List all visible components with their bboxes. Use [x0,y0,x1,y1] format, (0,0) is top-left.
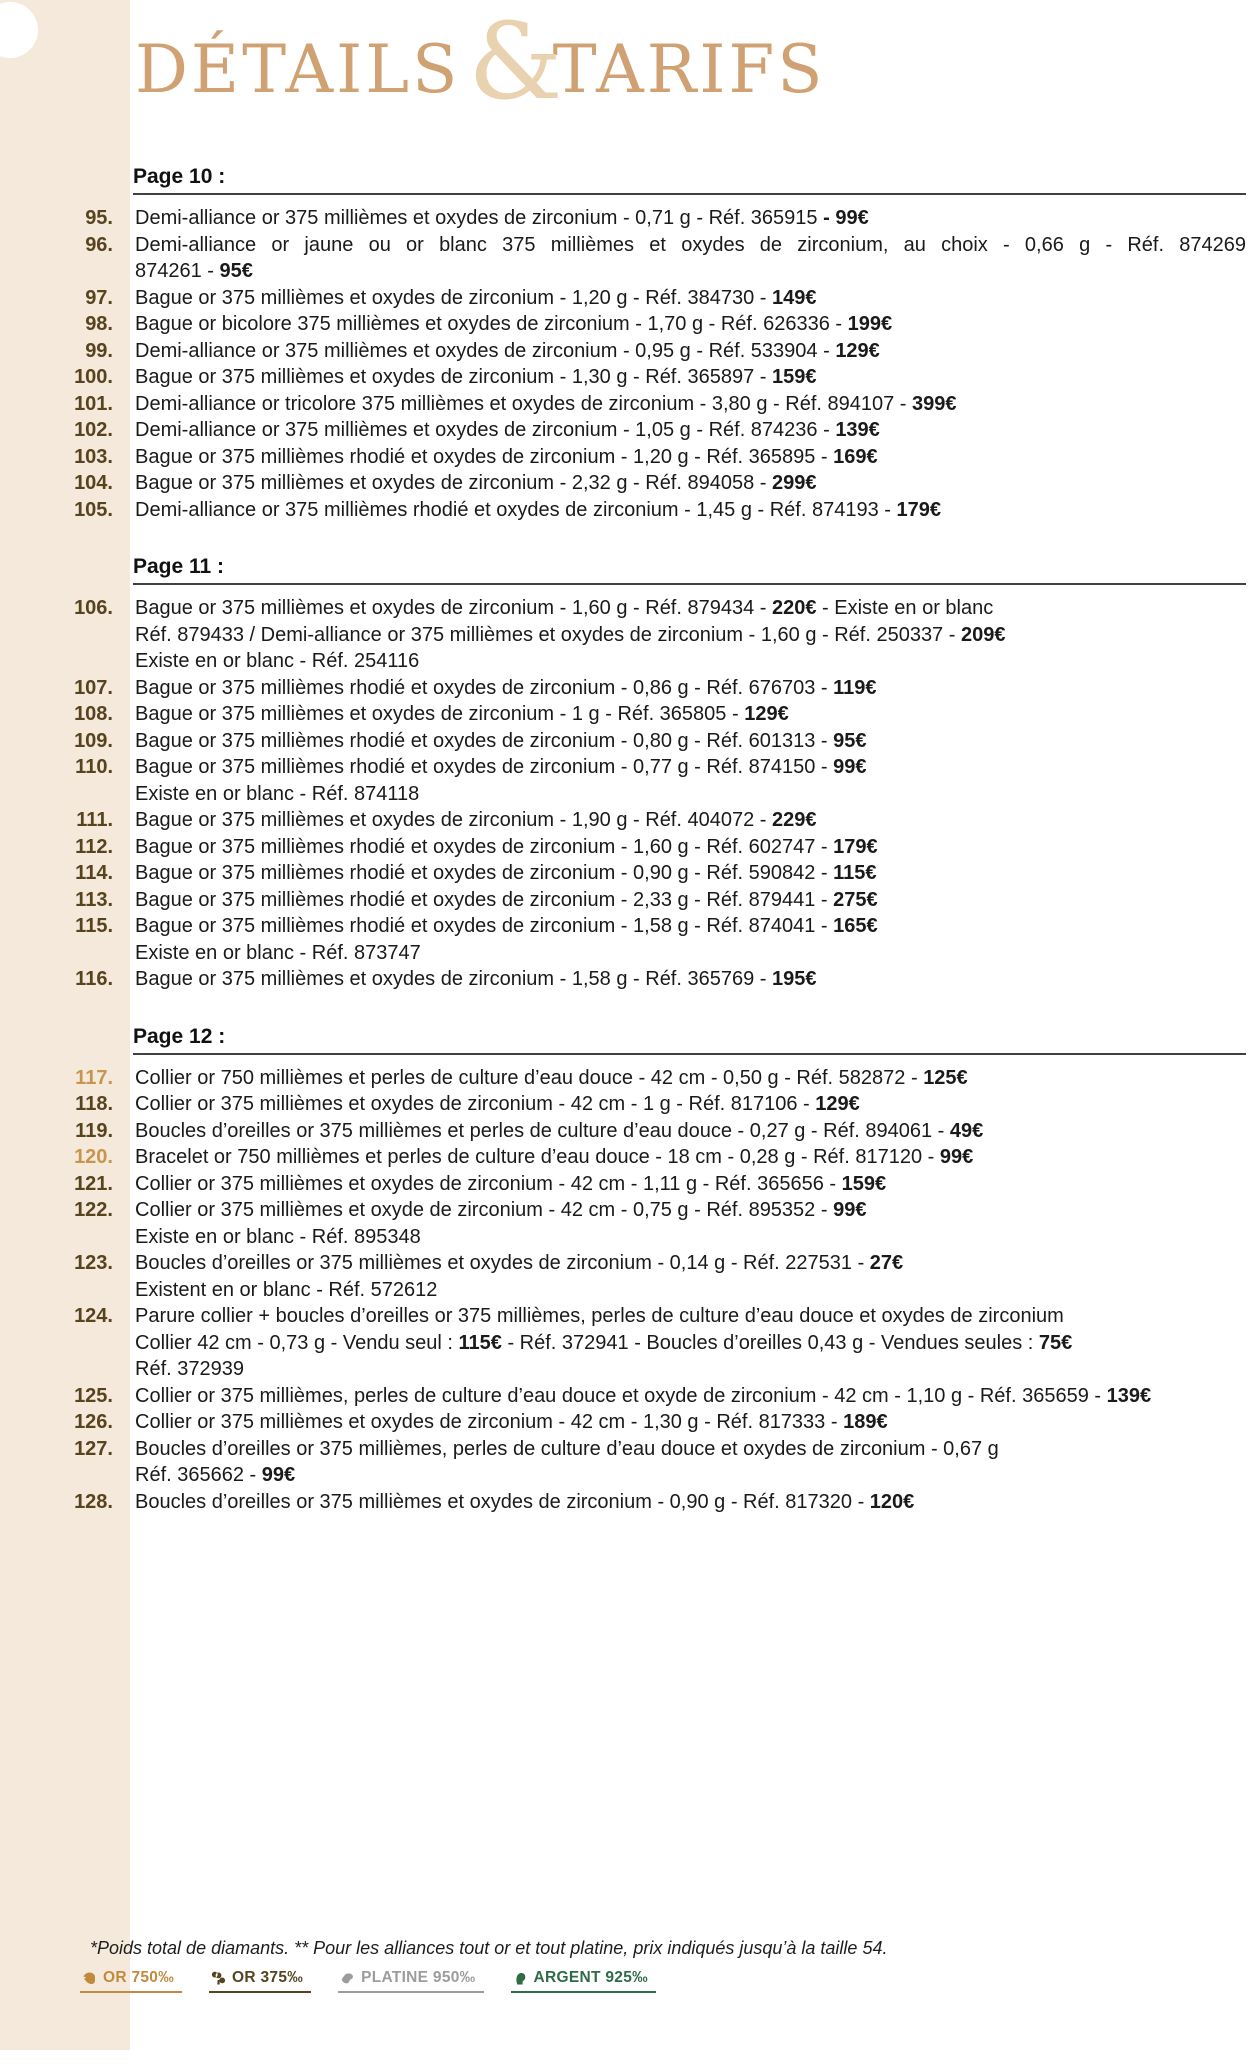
item-text [135,417,1250,444]
page-section [0,1024,1250,1516]
list-item [0,364,1250,391]
item-text-line: Bague or 375 millièmes et oxydes de zirconium - 1,30 g - Réf. 365897 - 159€ [135,366,817,388]
item-text-line: Demi-alliance or jaune ou or blanc 375 millièmes et oxydes de zirconium, au choix - 0,66 g - Réf. 874269 [135,233,1246,256]
title-part-2: TARIFS [552,31,826,108]
item-text-line: Bague or 375 millièmes et oxydes de zirconium - 1 g - Réf. 365805 - 129€ [135,703,789,725]
item-number: 108. [74,703,113,725]
list-item [0,232,1250,285]
item-number: 116. [75,968,113,990]
item-number: 96. [85,233,113,256]
item-text-line: Réf. 365662 - 99€ [135,1464,296,1486]
item-number: 126. [74,1411,113,1433]
item-text-line: Parure collier + boucles d’oreilles or 375 millièmes, perles de culture d’eau douce et oxydes de zirconium [135,1305,1064,1327]
clover-hallmark-icon [211,1971,226,1986]
item-number: 97. [85,286,113,309]
item-text-line: Bague or 375 millièmes rhodié et oxydes de zirconium - 0,80 g - Réf. 601313 - 95€ [135,729,867,752]
item-text-line: Existe en or blanc - Réf. 895348 [135,1225,421,1248]
dog-head-hallmark-icon [340,1971,355,1986]
item-number: 104. [74,472,113,494]
item-number: 105. [74,498,113,521]
legend-label: OR 375‰ [232,1969,304,1986]
item-text [135,232,1250,285]
item-text-line: Existe en or blanc - Réf. 874118 [135,782,420,805]
item-text-line: Collier or 375 millièmes et oxydes de zirconium - 42 cm - 1,11 g - Réf. 365656 - 159€ [135,1172,887,1195]
list-item [0,205,1250,232]
legend-label: PLATINE 950‰ [361,1969,476,1986]
item-text-line: Bague or 375 millièmes et oxydes de zirconium - 1,20 g - Réf. 384730 - 149€ [135,286,817,309]
list-item [0,1250,1250,1303]
item-text [135,364,1250,391]
item-text-line: Existe en or blanc - Réf. 254116 [135,650,420,672]
item-text-line: Bague or 375 millièmes et oxydes de zirconium - 1,60 g - Réf. 879434 - 220€ - Existe en or blanc [135,597,994,619]
legend-badge [338,1969,483,1993]
item-number: 122. [74,1199,113,1221]
item-text [135,1409,1250,1436]
item-text [135,470,1250,497]
item-text [135,1303,1250,1383]
item-text-line: Réf. 372939 [135,1358,244,1380]
item-text-line: Collier or 750 millièmes et perles de culture d’eau douce - 42 cm - 0,50 g - Réf. 582872 - 125€ [135,1066,968,1089]
list-item [0,497,1250,524]
item-number: 99. [85,339,113,362]
item-text-line: Demi-alliance or 375 millièmes et oxydes de zirconium - 0,71 g - Réf. 365915 - 99€ [135,207,869,229]
item-number: 100. [74,366,113,388]
item-text [135,675,1250,702]
eagle-head-hallmark-icon [82,1971,97,1986]
list-item [0,285,1250,312]
item-text-line: Bague or 375 millièmes et oxydes de zirconium - 2,32 g - Réf. 894058 - 299€ [135,472,817,494]
item-text-line: Collier or 375 millièmes et oxydes de zirconium - 42 cm - 1,30 g - Réf. 817333 - 189€ [135,1411,888,1433]
list-item [0,391,1250,418]
item-text [135,754,1250,807]
list-item [0,444,1250,471]
item-text-line: Bague or 375 millièmes rhodié et oxydes de zirconium - 2,33 g - Réf. 879441 - 275€ [135,888,878,911]
ampersand: & [468,0,563,123]
item-number: 95. [85,207,113,229]
legend-label: OR 750‰ [103,1969,175,1986]
item-text-line: Boucles d’oreilles or 375 millièmes, perles de culture d’eau douce et oxydes de zirconium - 0,67 g [135,1437,999,1460]
item-text [135,913,1250,966]
item-number: 123. [74,1252,113,1274]
item-text-line: Bague or 375 millièmes et oxydes de zirconium - 1,90 g - Réf. 404072 - 229€ [135,809,817,831]
item-text [135,1197,1250,1250]
list-item [0,728,1250,755]
list-item [0,675,1250,702]
item-text-line: Bague or 375 millièmes rhodié et oxydes de zirconium - 1,20 g - Réf. 365895 - 169€ [135,445,878,468]
item-number: 120. [74,1146,113,1168]
page-section [0,164,1250,523]
legend-badge [80,1969,182,1993]
item-number: 107. [74,676,113,699]
list-item [0,595,1250,675]
list-item [0,1383,1250,1410]
item-text [135,391,1250,418]
item-number: 119. [75,1119,113,1142]
item-text-line: Bague or bicolore 375 millièmes et oxydes de zirconium - 1,70 g - Réf. 626336 - 199€ [135,313,893,335]
item-text [135,728,1250,755]
item-text [135,1436,1250,1489]
item-number: 103. [74,445,113,468]
item-number: 124. [74,1305,113,1327]
item-text-line: Boucles d’oreilles or 375 millièmes et oxydes de zirconium - 0,90 g - Réf. 817320 - 120€ [135,1490,915,1513]
item-text-line: Existent en or blanc - Réf. 572612 [135,1278,438,1301]
legend-badge [511,1969,656,1993]
section-header: Page 11 : [133,554,1246,585]
list-item [0,1144,1250,1171]
item-text-line: Collier or 375 millièmes et oxyde de zirconium - 42 cm - 0,75 g - Réf. 895352 - 99€ [135,1199,867,1221]
item-text [135,1383,1250,1410]
list-item [0,834,1250,861]
item-number: 113. [75,888,113,911]
list-item [0,338,1250,365]
item-number: 118. [75,1093,113,1115]
item-number: 109. [74,729,113,752]
item-number: 112. [75,835,113,858]
item-number: 125. [74,1384,113,1407]
item-number: 128. [74,1490,113,1513]
section-header: Page 12 : [133,1024,1246,1055]
item-number: 101. [74,392,113,415]
item-text [135,497,1250,524]
list-item [0,807,1250,834]
list-item [0,1197,1250,1250]
item-text-line: Bague or 375 millièmes rhodié et oxydes de zirconium - 1,60 g - Réf. 602747 - 179€ [135,835,878,858]
list-item [0,1409,1250,1436]
page-footer [0,1936,1250,1993]
item-text-line: Demi-alliance or 375 millièmes rhodié et oxydes de zirconium - 1,45 g - Réf. 874193 - 179€ [135,498,941,521]
item-number: 121. [74,1172,113,1195]
list-item [0,1091,1250,1118]
list-item [0,1436,1250,1489]
item-text [135,338,1250,365]
section-rows [0,1065,1250,1516]
list-item [0,913,1250,966]
minerva-head-hallmark-icon [513,1971,528,1986]
list-item [0,1118,1250,1145]
list-item [0,754,1250,807]
item-number: 115. [75,915,113,937]
list-item [0,1303,1250,1383]
item-number: 114. [75,862,113,884]
list-item [0,417,1250,444]
item-number: 117. [75,1066,113,1089]
item-number: 106. [74,597,113,619]
item-number: 127. [74,1437,113,1460]
list-item [0,860,1250,887]
legend-label: ARGENT 925‰ [533,1969,648,1986]
title-part-1: DÉTAILS [135,31,461,108]
item-text [135,1065,1250,1092]
item-text [135,595,1250,675]
item-text-line: 874261 - 95€ [135,260,253,282]
item-text-line: Réf. 879433 / Demi-alliance or 375 millièmes et oxydes de zirconium - 1,60 g - Réf. 250337 - 209€ [135,623,1006,646]
list-item [0,887,1250,914]
item-text [135,807,1250,834]
item-text-line: Demi-alliance or 375 millièmes et oxydes de zirconium - 0,95 g - Réf. 533904 - 129€ [135,339,880,362]
list-item [0,1171,1250,1198]
item-text [135,887,1250,914]
item-text-line: Bracelet or 750 millièmes et perles de culture d’eau douce - 18 cm - 0,28 g - Réf. 817120 - 99€ [135,1146,974,1168]
page-section [0,554,1250,993]
item-text-line: Collier or 375 millièmes et oxydes de zirconium - 42 cm - 1 g - Réf. 817106 - 129€ [135,1093,860,1115]
list-item [0,311,1250,338]
item-text-line: Bague or 375 millièmes rhodié et oxydes de zirconium - 0,90 g - Réf. 590842 - 115€ [135,862,877,884]
item-text [135,1118,1250,1145]
legend-badge [209,1969,311,1993]
item-text [135,205,1250,232]
item-number: 110. [75,756,113,778]
item-text [135,860,1250,887]
item-text-line: Demi-alliance or tricolore 375 millièmes et oxydes de zirconium - 3,80 g - Réf. 894107 - 399€ [135,392,957,415]
item-text-line: Bague or 375 millièmes et oxydes de zirconium - 1,58 g - Réf. 365769 - 195€ [135,968,817,990]
item-text [135,1489,1250,1516]
list-item [0,966,1250,993]
section-rows [0,595,1250,993]
list-item [0,1489,1250,1516]
list-item [0,1065,1250,1092]
item-text [135,311,1250,338]
section-header: Page 10 : [133,164,1246,195]
item-text [135,1171,1250,1198]
section-rows [0,205,1250,523]
item-text-line: Boucles d’oreilles or 375 millièmes et oxydes de zirconium - 0,14 g - Réf. 227531 - 27€ [135,1252,904,1274]
item-text [135,1091,1250,1118]
item-text [135,444,1250,471]
item-text [135,1144,1250,1171]
list-item [0,470,1250,497]
list-item [0,701,1250,728]
item-text-line: Boucles d’oreilles or 375 millièmes et perles de culture d’eau douce - 0,27 g - Réf. 894061 - 49€ [135,1119,984,1142]
item-text [135,966,1250,993]
item-text [135,285,1250,312]
item-number: 102. [74,419,113,441]
metal-legend [80,1969,1250,1993]
item-text [135,701,1250,728]
item-text-line: Collier 42 cm - 0,73 g - Vendu seul : 115€ - Réf. 372941 - Boucles d’oreilles 0,43 g - Vendues seules : 75€ [135,1331,1073,1354]
item-text-line: Demi-alliance or 375 millièmes et oxydes de zirconium - 1,05 g - Réf. 874236 - 139€ [135,419,880,441]
item-text-line: Existe en or blanc - Réf. 873747 [135,941,421,964]
item-text-line: Collier or 375 millièmes, perles de culture d’eau douce et oxyde de zirconium - 42 cm - 1,10 g - Réf. 365659 - 139€ [135,1384,1152,1407]
item-text [135,1250,1250,1303]
item-text [135,834,1250,861]
item-text-line: Bague or 375 millièmes rhodié et oxydes de zirconium - 0,86 g - Réf. 676703 - 119€ [135,676,877,699]
item-number: 111. [76,809,113,831]
item-number: 98. [85,313,113,335]
footnote: *Poids total de diamants. ** Pour les alliances tout or et tout platine, prix indiqués jusqu’à la taille 54. [90,1938,888,1958]
item-text-line: Bague or 375 millièmes rhodié et oxydes de zirconium - 1,58 g - Réf. 874041 - 165€ [135,915,878,937]
item-text-line: Bague or 375 millièmes rhodié et oxydes de zirconium - 0,77 g - Réf. 874150 - 99€ [135,756,867,778]
